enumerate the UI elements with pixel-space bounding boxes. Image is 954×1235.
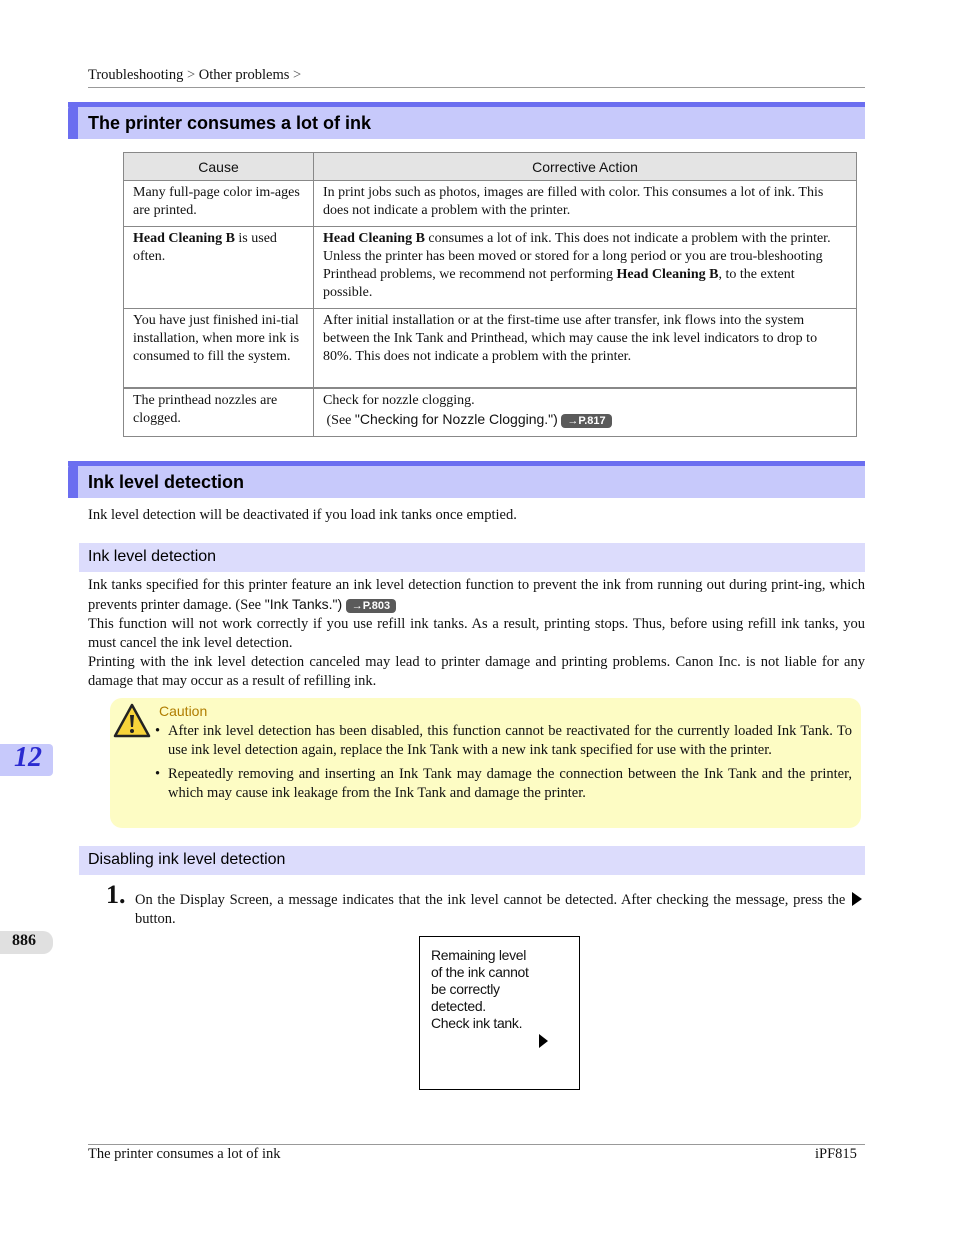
subsection-title: Ink level detection xyxy=(88,548,217,565)
subsection-heading xyxy=(79,846,865,875)
display-line: Remaining level xyxy=(431,947,527,963)
footer-model: iPF815 xyxy=(815,1146,857,1162)
cause-cell: Many full-page color im-ages are printed. xyxy=(124,181,314,227)
action-text: consumes a lot of ink. This does not indicate a problem with the printer. Unless the printer has been moved or stored for a long period or you are trou-bleshooting Printhead problems, we recommend not performing xyxy=(323,231,831,282)
page-number-tab xyxy=(0,931,53,954)
table-row xyxy=(124,227,857,309)
table-header-action: Corrective Action xyxy=(314,153,857,181)
caution-list xyxy=(155,722,852,808)
table-row xyxy=(124,388,857,437)
table-row xyxy=(124,181,857,227)
display-line: of the ink cannot xyxy=(431,964,529,980)
cause-cell: You have just finished ini-tial installation, when more ink is consumed to fill the system. xyxy=(124,309,314,389)
display-screen xyxy=(419,936,580,1090)
link-ink-tanks[interactable]: "Ink Tanks.") xyxy=(264,596,343,612)
breadcrumb-troubleshooting[interactable]: Troubleshooting xyxy=(88,67,184,83)
action-cell: In print jobs such as photos, images are filled with color. This consumes a lot of ink. This does not indicate a problem with the printer. xyxy=(314,181,857,227)
action-cell: After initial installation or at the first-time use after transfer, ink flows into the system between the Ink Tank and Printhead, which may cause the ink level indicators to drop to 80%. This does not indicate a problem with the printer. xyxy=(314,309,857,389)
footer-title: The printer consumes a lot of ink xyxy=(88,1146,281,1162)
paragraph xyxy=(88,576,865,615)
heading-accent-bar xyxy=(68,102,78,139)
section-title: Ink level detection xyxy=(88,472,245,492)
display-line: be correctly xyxy=(431,981,500,997)
list-item: • Repeatedly removing and inserting an Ink Tank may damage the connection between the Ink Tank and the printer, which may cause ink leakage from the Ink Tank and damage the printer. xyxy=(155,765,852,803)
step-text-part: button. xyxy=(135,911,176,927)
chapter-number: 12 xyxy=(14,742,42,773)
body-paragraphs xyxy=(88,576,865,691)
bold-term: Head Cleaning B xyxy=(133,231,235,246)
table-header-cause: Cause xyxy=(124,153,314,181)
display-line: Check ink tank. xyxy=(431,1015,523,1031)
subsection-heading xyxy=(79,543,865,572)
triangle-right-icon xyxy=(539,1034,548,1048)
cause-cell: The printhead nozzles are clogged. xyxy=(124,388,314,437)
breadcrumb-other-problems[interactable]: Other problems xyxy=(198,67,290,83)
table-header-row xyxy=(124,153,857,181)
page-ref-badge[interactable]: →P.803 xyxy=(346,599,396,613)
warning-triangle-icon xyxy=(113,703,151,739)
chapter-tab[interactable] xyxy=(0,744,53,776)
cause-action-table xyxy=(123,152,857,437)
action-cell xyxy=(314,227,857,309)
paragraph: This function will not work correctly if you use refill ink tanks. As a result, printing stops. Thus, before using refill ink tanks, you must cancel the ink level detection. xyxy=(88,616,865,651)
paragraph: Printing with the ink level detection canceled may lead to printer damage and printing problems. Canon Inc. is not liable for any damage that may occur as a result of refilling ink. xyxy=(88,654,865,689)
section-title: The printer consumes a lot of ink xyxy=(88,113,372,133)
action-cell xyxy=(314,388,857,437)
step-text-part: On the Display Screen, a message indicates that the ink level cannot be detected. After checking the message, press the xyxy=(135,892,850,908)
subsection-title: Disabling ink level detection xyxy=(88,851,286,868)
breadcrumb xyxy=(88,67,301,84)
header-divider xyxy=(88,87,865,88)
bold-term: Head Cleaning B xyxy=(616,267,719,282)
footer-divider xyxy=(88,1144,865,1145)
breadcrumb-separator: > xyxy=(293,67,302,83)
see-text: (See xyxy=(326,413,355,428)
paragraph-text: Ink tanks specified for this printer feature an ink level detection function to prevent the ink from running out during print-ing, which prevents printer damage. (See xyxy=(88,577,865,613)
action-text: , to the extent possible. xyxy=(323,267,795,300)
triangle-right-icon xyxy=(852,892,862,906)
display-line: detected. xyxy=(431,998,486,1014)
page-ref-badge[interactable]: →P.817 xyxy=(561,414,611,428)
cause-cell xyxy=(124,227,314,309)
intro-paragraph: Ink level detection will be deactivated if you load ink tanks once emptied. xyxy=(88,507,517,523)
bold-term: Head Cleaning B xyxy=(323,231,425,246)
cause-text: is used often. xyxy=(133,231,277,264)
step-number: 1. xyxy=(106,880,126,909)
heading-accent-bar xyxy=(68,461,78,498)
table-row xyxy=(124,309,857,389)
step-text xyxy=(135,891,865,929)
caution-box xyxy=(110,698,861,828)
page-number: 886 xyxy=(12,932,36,949)
link-nozzle-clogging[interactable]: "Checking for Nozzle Clogging.") xyxy=(354,411,558,427)
caution-label: Caution xyxy=(159,703,208,719)
section-heading xyxy=(68,102,865,139)
list-item: • After ink level detection has been disabled, this function cannot be reactivated for the currently loaded Ink Tank. To use ink level detection again, replace the Ink Tank with a new ink tank specified for use with the printer. xyxy=(155,722,852,760)
action-text: Check for nozzle clogging. xyxy=(323,393,475,408)
section-heading xyxy=(68,461,865,498)
display-message xyxy=(431,947,571,1032)
breadcrumb-separator: > xyxy=(186,67,196,83)
